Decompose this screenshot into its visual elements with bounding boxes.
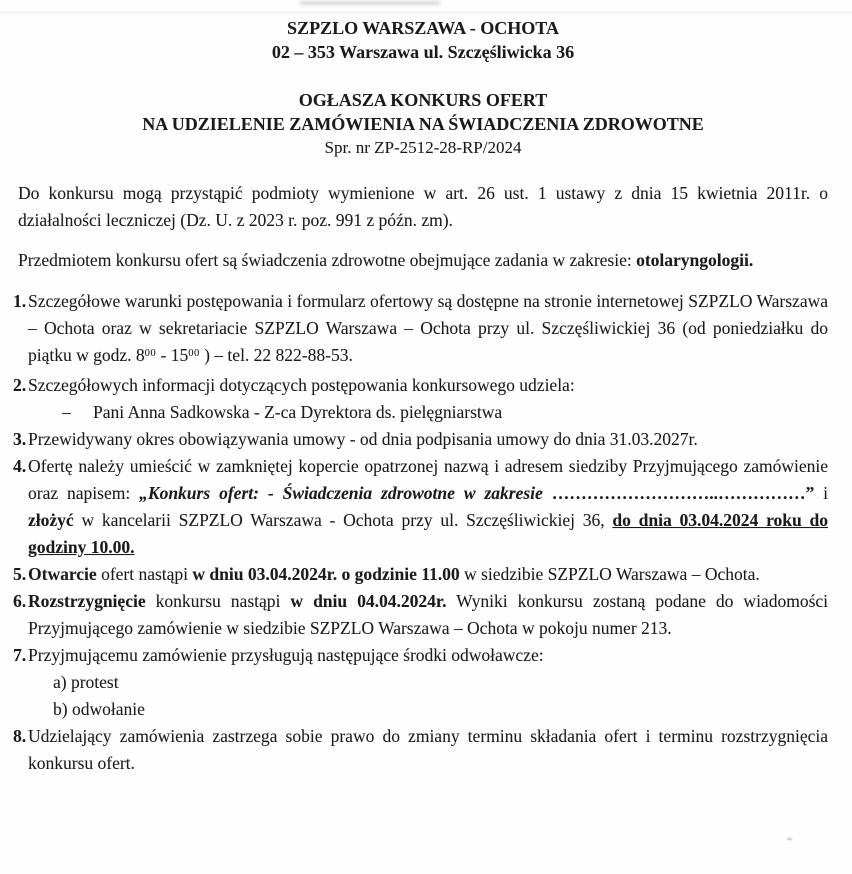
opening-word-bold: Otwarcie [28,564,97,584]
list-item-6 [13,588,828,642]
hours-superscript: 00 [188,348,200,360]
list-item-4 [13,453,828,561]
item-number: 8. [13,726,27,746]
list-item-7 [13,642,828,723]
item-text: Ofertę należy umieścić w zamkniętej kopercie opatrzonej nazwą i adresem siedziby Przyjmującego zamówienie oraz napisem: [28,456,828,503]
item-number: 7. [13,645,27,665]
item-text: Przyjmującemu zamówienie przysługują następujące środki odwoławcze: [28,645,544,665]
item-number: 4. [13,456,27,476]
resolution-word-bold: Rozstrzygnięcie [28,591,146,611]
document-body [13,180,829,777]
case-number: Spr. nr ZP-2512-28-RP/2024 [324,138,522,157]
announcement-title-line2: NA UDZIELENIE ZAMÓWIENIA NA ŚWIADCZENIA ZDROWOTNE [142,114,704,134]
item-text: w siedzibie SZPZLO Warszawa – Ochota. [459,564,760,584]
conditions-list [13,288,829,777]
item-number: 2. [13,375,27,395]
dash-bullet: – [62,402,71,422]
item-text: - 15 [156,345,189,365]
item-text: konkursu nastąpi [145,591,291,611]
envelope-label-bold-italic: „Konkurs ofert: - Świadczenia zdrowotne w zakresie [139,483,543,503]
item-number: 5. [13,564,27,584]
scan-artifact-smudge [300,1,440,5]
item-text: Przewidywany okres obowiązywania umowy - od dnia podpisania umowy do dnia 31.03.2027r. [28,429,698,449]
item-text: w kancelarii SZPZLO Warszawa - Ochota przy ul. Szczęśliwickiej 36, [73,510,613,530]
item-text: Szczegółowe warunki postępowania i formularz ofertowy są dostępne na stronie internetowej SZPZLO Warszawa – Ochota oraz w sekretariacie SZPZLO Warszawa – Ochota przy ul. Szczęśliwickiej 36 (od poniedziałku do piątku w godz. 8 [28,291,828,365]
org-address: 02 – 353 Warszawa ul. Szczęśliwicka 36 [271,42,575,62]
list-item-3 [13,426,828,453]
submit-word-bold: złożyć [28,510,74,530]
header-spacer [18,64,828,88]
announcement-title-line1: OGŁASZA KONKURS OFERT [298,90,548,110]
hours-superscript: 00 [144,348,157,360]
item-text: i [814,483,829,503]
item-text: Szczegółowych informacji dotyczących postępowania konkursowego udziela: [28,375,575,395]
item-text: Udzielający zamówienia zastrzega sobie prawo do zmiany terminu składania ofert i terminu rozstrzygnięcia konkursu ofert. [28,726,828,773]
list-item-5 [13,561,828,588]
item-number: 1. [13,291,27,311]
appeal-option-b: b) odwołanie [53,699,145,719]
item-text: Wyniki konkursu zostaną podane do wiadomości Przyjmującego zamówienie w siedzibie SZPZLO Warszawa – Ochota w pokoju numer 213. [28,591,829,638]
scan-artifact-band [0,11,852,14]
document-header [18,16,828,160]
item-number: 6. [13,591,27,611]
item-text: ofert nastąpi [96,564,193,584]
item-text: ) – tel. 22 822-88-53. [199,345,353,365]
subject-text: Przedmiotem konkursu ofert są świadczenia zdrowotne obejmujące zadania w zakresie: [18,250,637,270]
org-name: SZPZLO WARSZAWA - OCHOTA [287,18,559,38]
opening-date-bold: w dniu 03.04.2024r. o godzinie 11.00 [192,564,460,584]
subject-paragraph [18,247,828,274]
subject-scope-bold: otolaryngologii. [636,250,754,270]
resolution-date-bold: w dniu 04.04.2024r. [290,591,447,611]
list-item-2 [13,372,828,426]
appeal-option-a: a) protest [53,672,119,692]
list-item-1 [13,288,828,372]
item-number: 3. [13,429,27,449]
list-item-8 [13,723,828,777]
intro-paragraph: Do konkursu mogą przystąpić podmioty wymienione w art. 26 ust. 1 ustawy z dnia 15 kwietnia 2011r. o działalności leczniczej (Dz. U. z 2023 r. poz. 991 z późn. zm). [18,183,828,230]
scan-artifact-speck [787,838,792,840]
contact-sub-item [28,399,828,426]
contact-person: Pani Anna Sadkowska - Z-ca Dyrektora ds. pielęgniarstwa [93,402,503,422]
submission-deadline-underlined: do dnia 03.04.2024 roku do godziny 10.00. [28,510,828,557]
dotted-blank-line: ………………………..……………” [542,483,815,503]
